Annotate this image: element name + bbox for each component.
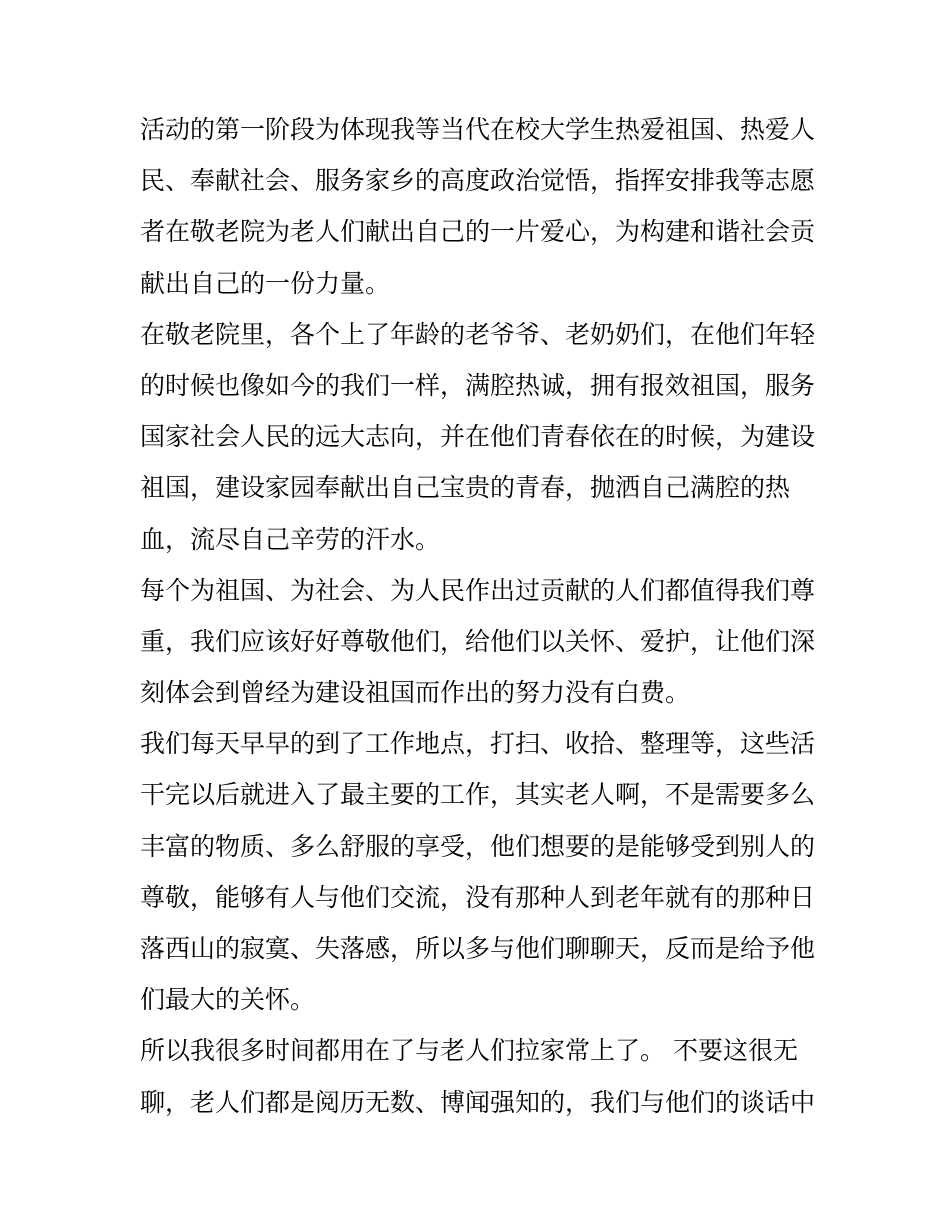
document-body bbox=[140, 104, 815, 1128]
text-line: 丰富的物质、多么舒服的享受，他们想要的是能够受到别人的 bbox=[140, 831, 816, 861]
text-line: 落西山的寂寞、失落感，所以多与他们聊聊天，反而是给予他 bbox=[140, 934, 816, 963]
text-line: 献出自己的一份力量。 bbox=[140, 268, 391, 298]
paragraph-1 bbox=[140, 104, 815, 309]
text-line: 国家社会人民的远大志向，并在他们青春依在的时候，为建设 bbox=[140, 422, 816, 452]
text-line: 民、奉献社会、服务家乡的高度政治觉悟，指挥安排我等志愿 bbox=[140, 166, 816, 196]
text-line: 刻体会到曾经为建设祖国而作出的努力没有白费。 bbox=[140, 678, 691, 708]
text-line: 每个为祖国、为社会、为人民作出过贡献的人们都值得我们尊 bbox=[140, 575, 816, 605]
text-line: 者在敬老院为老人们献出自己的一片爱心，为构建和谐社会贡 bbox=[140, 217, 816, 247]
text-line: 干完以后就进入了最主要的工作，其实老人啊，不是需要多么 bbox=[140, 780, 816, 810]
text-line: 我们每天早早的到了工作地点，打扫、收拾、整理等，这些活 bbox=[140, 729, 816, 759]
text-line: 在敬老院里，各个上了年龄的老爷爷、老奶奶们，在他们年轻 bbox=[140, 319, 816, 349]
paragraph-3 bbox=[140, 565, 815, 719]
paragraph-4 bbox=[140, 718, 815, 1025]
text-line: 重，我们应该好好尊敬他们，给他们以关怀、爱护，让他们深 bbox=[140, 626, 816, 656]
paragraph-2 bbox=[140, 309, 815, 565]
text-line: 聊，老人们都是阅历无数、博闻强知的，我们与他们的谈话中 bbox=[140, 1087, 816, 1117]
text-line: 血，流尽自己辛劳的汗水。 bbox=[140, 524, 441, 554]
text-line: 尊敬，能够有人与他们交流，没有那种人到老年就有的那种日 bbox=[140, 882, 816, 912]
text-line: 祖国，建设家园奉献出自己宝贵的青春，抛洒自己满腔的热 bbox=[140, 473, 791, 503]
text-line: 所以我很多时间都用在了与老人们拉家常上了。 不要这很无 bbox=[140, 1036, 798, 1066]
paragraph-5 bbox=[140, 1025, 815, 1127]
text-line: 活动的第一阶段为体现我等当代在校大学生热爱祖国、热爱人 bbox=[140, 115, 816, 144]
text-line: 的时候也像如今的我们一样，满腔热诚，拥有报效祖国，服务 bbox=[140, 370, 816, 400]
text-line: 们最大的关怀。 bbox=[140, 985, 316, 1015]
